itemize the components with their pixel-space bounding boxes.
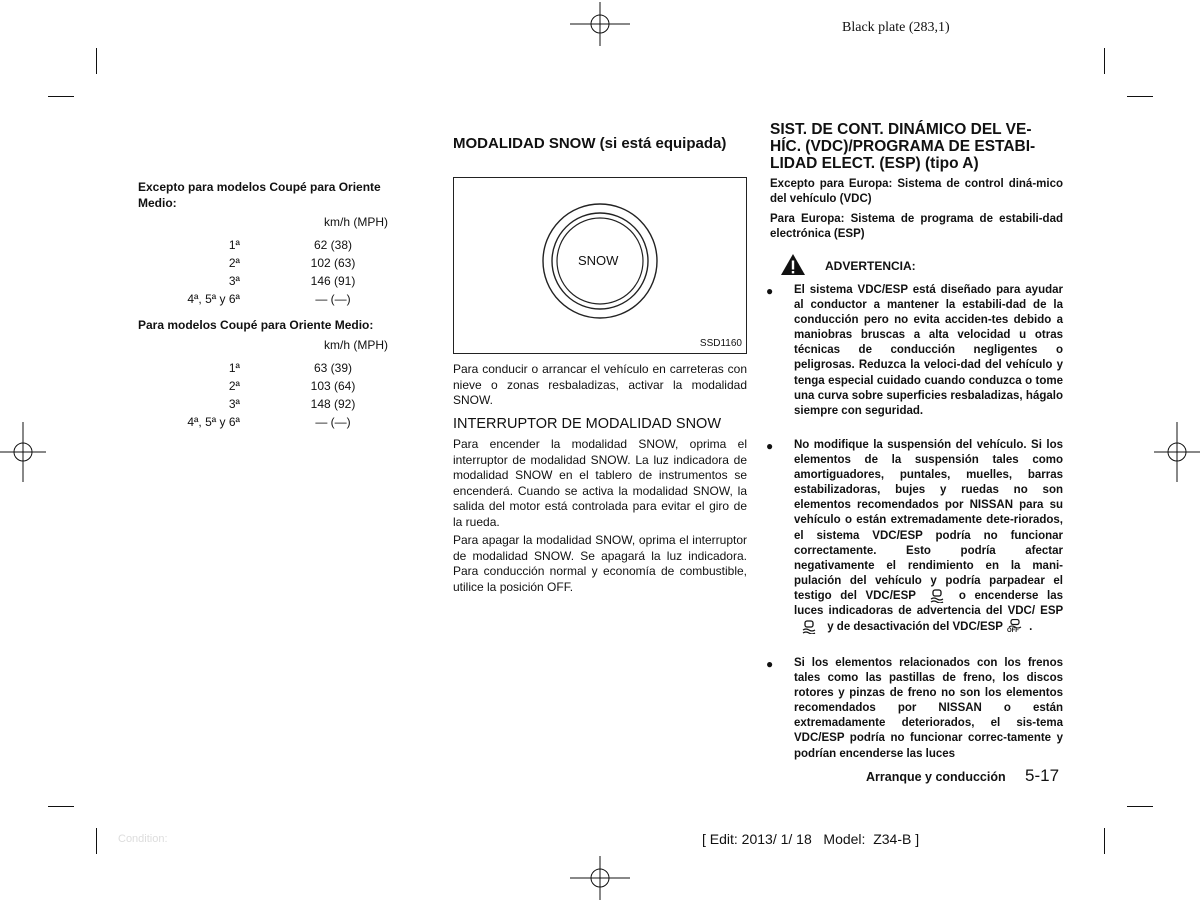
snow-off-paragraph: Para apagar la modalidad SNOW, oprima el interruptor de modalidad SNOW. Se apagará la luz indicadora. Para conducción normal y economía de combustible, utilice la posición OFF. [453,533,747,594]
bullet-2-text-c: y de desactivación del VDC/ESP [827,621,1003,634]
gear-cell: 1ª [228,361,240,375]
gear-cell: 1ª [228,238,240,252]
table-row [160,379,378,393]
esp-paragraph: Para Europa: Sistema de programa de estabili-dad electrónica (ESP) [770,213,1063,241]
gear-cell: 2ª [228,379,240,393]
bullet-2-text-a: No modifique la suspensión del vehículo. Si los elementos de la suspensión tales como amortiguadores, puntales, muelles, barras estabilizadoras, bujes y ruedas no son elementos recomendados por NISSAN para su vehículo o están extremadamente dete-riorados, el sistema VDC/ESP podría no funcionar correctamente. Esto podría afectar negativamente el rendimiento en la mani-pulación del vehículo y podría parpadear el testigo del VDC/ESP [794,439,1063,602]
table2-title: Para modelos Coupé para Oriente Medio: [138,318,374,332]
speed-cell: 146 (91) [310,274,356,288]
snow-mode-heading: MODALIDAD SNOW (si está equipada) [453,135,727,152]
plate-label: Black plate (283,1) [842,20,950,35]
speed-cell: 63 (39) [313,361,353,375]
speed-cell: 62 (38) [313,238,353,252]
vdc-off-label: OFF [1006,628,1019,635]
snow-button-label: SNOW [578,253,619,268]
snow-on-paragraph: Para encender la modalidad SNOW, oprima el interruptor de modalidad SNOW. La luz indicadora de modalidad SNOW en el tablero de instrumentos se encenderá. Cuando se activa la modalidad SNOW, la salida del motor está controlada para evitar el giro de la rueda. [453,437,747,529]
vdc-skid-icon [928,589,946,603]
speed-cell: — (—) [315,415,351,429]
vdc-esp-heading: SIST. DE CONT. DINÁMICO DEL VE-HÍC. (VDC)/PROGRAMA DE ESTABI-LIDAD ELECT. (ESP) (tipo A) [770,121,1036,172]
snow-intro-paragraph: Para conducir o arrancar el vehículo en carreteras con nieve o zonas resbaladizas, activar la modalidad SNOW. [453,362,747,407]
vdc-paragraph: Excepto para Europa: Sistema de control diná-mico del vehículo (VDC) [770,178,1063,206]
warning-triangle-icon [780,253,806,276]
gear-cell: 2ª [228,256,240,270]
table-row [160,256,378,270]
snow-switch-subheading: INTERRUPTOR DE MODALIDAD SNOW [453,416,722,432]
table2-unit-header: km/h (MPH) [324,338,388,352]
registration-mark-bottom [570,856,630,900]
warning-label: ADVERTENCIA: [825,259,916,273]
vdc-off-icon [1006,619,1026,635]
warning-bullet-2 [794,438,1063,635]
registration-mark-left [0,422,46,482]
table-row [160,397,378,411]
bullet-2-marker: ● [766,439,774,453]
bullet-2-text-d: . [1029,621,1033,634]
warning-bullet-1: El sistema VDC/ESP está diseñado para ayudar al conductor a mantener la estabili-dad de la conducción pero no evita acciden-tes debido a maniobras bruscas a alta velocidad u otras técnicas de conducción negligentes o peligrosas. Reduzca la veloci-dad del vehículo y tenga especial cuidado cuando conduzca o tome una curva sobre superficies resbaladizas, hágalo siempre con seguridad. [794,284,1063,417]
speed-cell: 102 (63) [310,256,356,270]
edit-info: [ Edit: 2013/ 1/ 18 Model: Z34-B ] [702,831,920,847]
table1-unit-header: km/h (MPH) [324,215,388,229]
registration-mark-right [1154,422,1200,482]
registration-mark-top [570,2,630,46]
gear-cell: 3ª [228,397,240,411]
bullet-2-text-b: o encenderse las luces indicadoras de advertencia del VDC/ ESP [794,589,1063,618]
gear-cell: 4ª, 5ª y 6ª [187,415,240,429]
speed-cell: 103 (64) [310,379,356,393]
section-title: Arranque y conducción [866,770,1006,784]
vdc-skid-icon [800,620,818,634]
page-number: 5-17 [1025,766,1060,785]
table-row [160,238,378,252]
table-row [160,361,378,375]
speed-cell: — (—) [315,292,351,306]
bullet-1-marker: ● [766,284,774,298]
warning-bullet-3: Si los elementos relacionados con los frenos tales como las pastillas de freno, los discos rotores y pinzas de freno no son los elementos recomendados por NISSAN o están extremadamente deteriorados, el sis-tema VDC/ESP podría no funcionar correc-tamente y podrían encenderse las luces [794,657,1063,760]
gear-cell: 3ª [228,274,240,288]
speed-cell: 148 (92) [310,397,356,411]
condition-label: Condition: [118,833,168,845]
gear-cell: 4ª, 5ª y 6ª [187,292,240,306]
table1-title: Excepto para modelos Coupé para Oriente Medio: [138,180,381,210]
table-row [160,415,378,429]
snow-switch-figure [453,177,747,354]
bullet-3-marker: ● [766,657,774,671]
figure-code: SSD1160 [699,338,742,349]
table-row [160,274,378,288]
table-row [160,292,378,306]
